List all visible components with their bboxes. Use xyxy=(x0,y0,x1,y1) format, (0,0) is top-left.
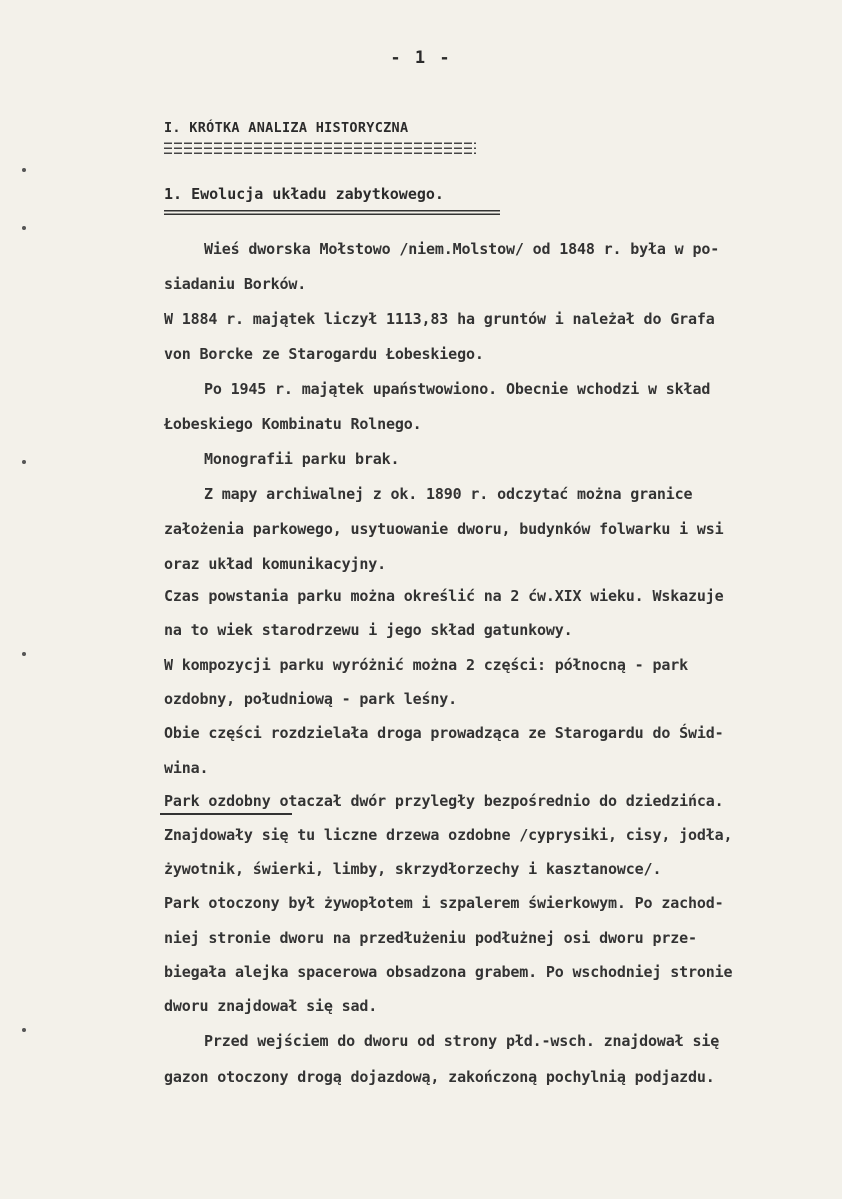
text-line: Czas powstania parku można określić na 2 ćw.XIX wieku. Wskazuje xyxy=(164,587,724,605)
text-line: niej stronie dworu na przedłużeniu podłużnej osi dworu prze- xyxy=(164,929,697,947)
text-line: ozdobny, południową - park leśny. xyxy=(164,690,458,708)
text-line: Monografii parku brak. xyxy=(204,450,400,468)
text-line: Po 1945 r. majątek upaństwowiono. Obecnie wchodzi w skład xyxy=(204,380,711,398)
margin-punch-mark xyxy=(22,652,26,656)
text-line: dworu znajdował się sad. xyxy=(164,997,378,1015)
subsection-heading: 1. Ewolucja układu zabytkowego. xyxy=(164,185,444,203)
text-line: biegała alejka spacerowa obsadzona grabem. Po wschodniej stronie xyxy=(164,963,733,981)
text-line: Przed wejściem do dworu od strony płd.-wsch. znajdował się xyxy=(204,1032,720,1050)
text-line: Wieś dworska Mołstowo /niem.Molstow/ od 1848 r. była w po- xyxy=(204,240,720,258)
text-line: Znajdowały się tu liczne drzewa ozdobne /cyprysiki, cisy, jodła, xyxy=(164,826,733,844)
text-line: założenia parkowego, usytuowanie dworu, budynków folwarku i wsi xyxy=(164,520,724,538)
section-heading: I. KRÓTKA ANALIZA HISTORYCZNA xyxy=(164,120,409,136)
text-line: Park otoczony był żywopłotem i szpalerem świerkowym. Po zachod- xyxy=(164,894,724,912)
text-line: gazon otoczony drogą dojazdową, zakończoną pochylnią podjazdu. xyxy=(164,1068,715,1086)
text-line: żywotnik, świerki, limby, skrzydłorzechy i kasztanowce/. xyxy=(164,860,662,878)
text-line: von Borcke ze Starogardu Łobeskiego. xyxy=(164,345,484,363)
text-line: W 1884 r. majątek liczył 1113,83 ha gruntów i należał do Grafa xyxy=(164,310,715,328)
margin-punch-mark xyxy=(22,168,26,172)
text-line: oraz układ komunikacyjny. xyxy=(164,555,387,573)
heading-double-rule xyxy=(164,142,476,154)
subheading-underline xyxy=(164,209,500,215)
text-line: Z mapy archiwalnej z ok. 1890 r. odczytać można granice xyxy=(204,485,693,503)
park-ozdobny-underline xyxy=(160,813,292,818)
page-number: - 1 - xyxy=(390,48,452,68)
margin-punch-mark xyxy=(22,1028,26,1032)
text-line: siadaniu Borków. xyxy=(164,275,307,293)
text-line: Park ozdobny otaczał dwór przyległy bezpośrednio do dziedzińca. xyxy=(164,792,724,810)
margin-punch-mark xyxy=(22,460,26,464)
margin-punch-mark xyxy=(22,226,26,230)
text-line: Łobeskiego Kombinatu Rolnego. xyxy=(164,415,422,433)
text-line: na to wiek starodrzewu i jego skład gatunkowy. xyxy=(164,621,573,639)
text-line: wina. xyxy=(164,759,209,777)
text-line: W kompozycji parku wyróżnić można 2 części: północną - park xyxy=(164,656,688,674)
text-line: Obie części rozdzielała droga prowadząca ze Starogardu do Świd- xyxy=(164,724,724,742)
